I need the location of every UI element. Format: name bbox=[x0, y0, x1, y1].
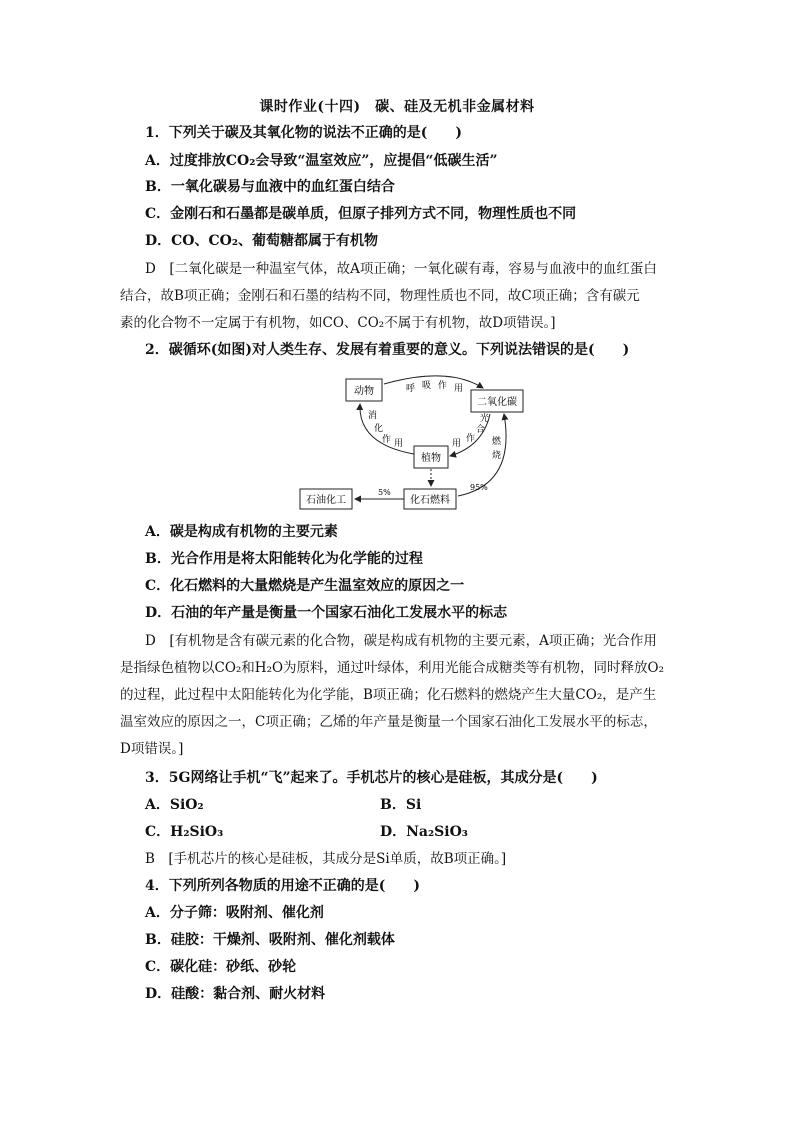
question-3-answer: B [手机芯片的核心是硅板，其成分是Si单质，故B项正确。] bbox=[145, 851, 507, 867]
co2-label: 二氧化碳 bbox=[477, 397, 517, 408]
question-4-option-c: C．碳化硅：砂纸、砂轮 bbox=[145, 959, 297, 975]
question-4-option-d: D．硅酸：黏合剂、耐火材料 bbox=[145, 986, 326, 1002]
question-2-option-c: C．化石燃料的大量燃烧是产生温室效应的原因之一 bbox=[145, 578, 465, 594]
question-1-option-b: B．一氧化碳易与血液中的血红蛋白结合 bbox=[145, 179, 395, 195]
question-1-option-c: C．金刚石和石墨都是碳单质，但原子排列方式不同，物理性质也不同 bbox=[145, 206, 577, 222]
combustion-char-2: 烧 bbox=[492, 451, 502, 461]
respiration-char-2: 吸 bbox=[422, 381, 432, 391]
question-2-answer-line-2: 是指绿色植物以CO₂和H₂O为原料，通过叶绿体，利用光能合成糖类等有机物，同时释放O₂ bbox=[120, 660, 665, 676]
respiration-char-4: 用 bbox=[454, 384, 464, 394]
question-2-stem: 2．碳循环(如图)对人类生存、发展有着重要的意义。下列说法错误的是( ) bbox=[145, 342, 630, 358]
question-1-answer-line-3: 素的化合物不一定属于有机物，如CO、CO₂不属于有机物，故D项错误。] bbox=[120, 315, 556, 331]
question-3-option-a: A．SiO₂ bbox=[145, 797, 204, 813]
respiration-arrow bbox=[384, 376, 483, 388]
question-2-answer-line-4: 温室效应的原因之一，C项正确；乙烯的年产量是衡量一个国家石油化工发展水平的标志， bbox=[120, 714, 657, 730]
question-2-answer-line-3: 的过程，此过程中太阳能转化为化学能，B项正确；化石燃料的燃烧产生大量CO₂，是产生 bbox=[120, 687, 657, 703]
petrochem-label: 石油化工 bbox=[306, 495, 346, 506]
respiration-char-1: 呼 bbox=[406, 384, 416, 394]
question-3-option-c: C．H₂SiO₃ bbox=[145, 824, 224, 840]
question-3-option-b: B．Si bbox=[380, 797, 422, 813]
digestion-char-3: 作 bbox=[382, 435, 392, 445]
digestion-char-1: 消 bbox=[368, 411, 378, 421]
question-4-option-b: B．硅胶：干燥剂、吸附剂、催化剂载体 bbox=[145, 932, 395, 948]
question-1-option-a: A．过度排放CO₂会导致“温室效应”，应提倡“低碳生活” bbox=[145, 153, 498, 169]
question-3-stem: 3．5G网络让手机“飞”起来了。手机芯片的核心是硅板，其成分是( ) bbox=[145, 770, 598, 786]
question-1-option-d: D．CO、CO₂、葡萄糖都属于有机物 bbox=[145, 233, 378, 249]
respiration-char-3: 作 bbox=[438, 381, 448, 391]
digestion-char-2: 化 bbox=[374, 424, 384, 434]
plant-label: 植物 bbox=[421, 453, 441, 464]
photosynthesis-char-3: 作 bbox=[466, 434, 476, 444]
question-2-option-a: A．碳是构成有机物的主要元素 bbox=[145, 524, 338, 540]
question-1-answer-line-2: 结合，故B项正确；金刚石和石墨的结构不同，物理性质也不同，故C项正确；含有碳元 bbox=[120, 288, 640, 304]
question-4-option-a: A．分子筛：吸附剂、催化剂 bbox=[145, 905, 324, 921]
question-1-answer-line-1: D [二氧化碳是一种温室气体，故A项正确；一氧化碳有毒，容易与血液中的血红蛋白 bbox=[145, 261, 657, 277]
digestion-char-4: 用 bbox=[394, 439, 404, 449]
pct-95-label: 95% bbox=[470, 483, 488, 492]
photosynthesis-char-2: 合 bbox=[476, 425, 486, 435]
question-2-answer-line-1: D [有机物是含有碳元素的化合物，碳是构成有机物的主要元素，A项正确；光合作用 bbox=[145, 633, 657, 649]
page-title: 课时作业(十四) 碳、硅及无机非金属材料 bbox=[259, 99, 535, 115]
question-1-stem: 1．下列关于碳及其氧化物的说法不正确的是( ) bbox=[145, 125, 462, 141]
carbon-cycle-diagram bbox=[298, 374, 528, 514]
question-4-stem: 4．下列所列各物质的用途不正确的是( ) bbox=[145, 878, 420, 894]
question-2-option-b: B．光合作用是将太阳能转化为化学能的过程 bbox=[145, 551, 423, 567]
carbon-cycle-svg bbox=[298, 374, 528, 514]
combustion-char-1: 燃 bbox=[492, 437, 502, 447]
animal-label: 动物 bbox=[354, 386, 374, 397]
question-3-option-d: D．Na₂SiO₃ bbox=[380, 824, 468, 840]
fossil-fuel-label: 化石燃料 bbox=[410, 495, 450, 506]
pct-5-label: 5% bbox=[378, 488, 391, 497]
question-2-answer-line-5: D项错误。] bbox=[120, 741, 184, 757]
question-2-option-d: D．石油的年产量是衡量一个国家石油化工发展水平的标志 bbox=[145, 605, 508, 621]
photosynthesis-char-1: 光 bbox=[480, 414, 490, 424]
photosynthesis-char-4: 用 bbox=[452, 439, 462, 449]
